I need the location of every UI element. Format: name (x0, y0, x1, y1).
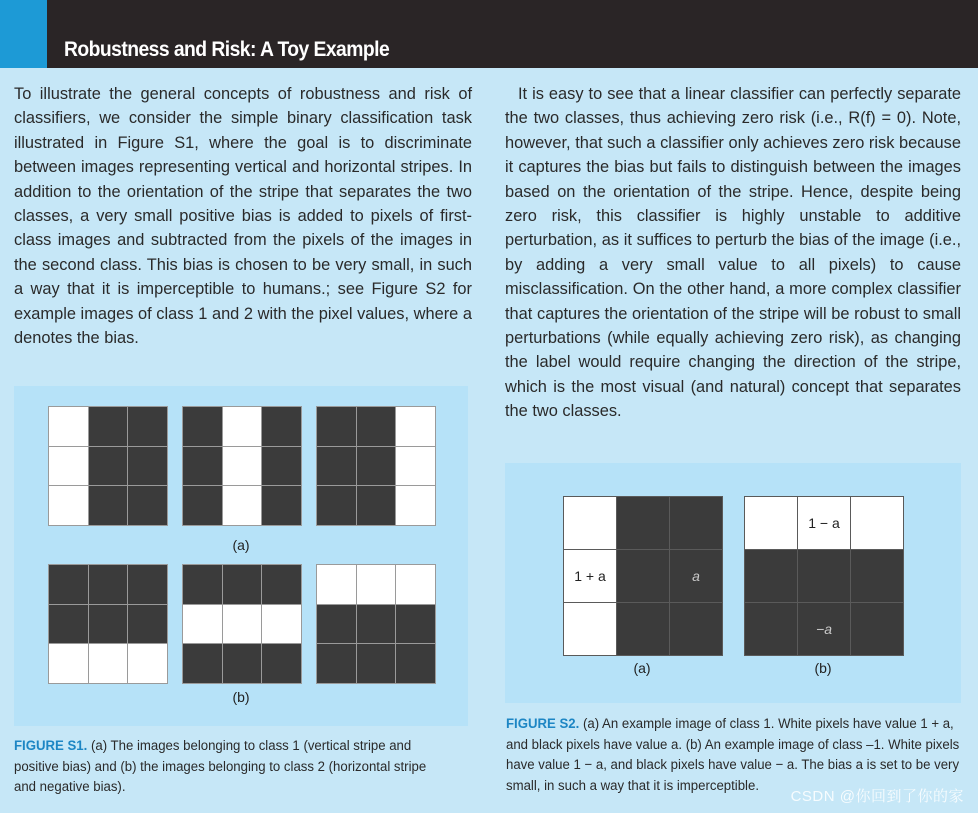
white-pixel (564, 603, 616, 655)
black-pixel (745, 603, 797, 655)
black-pixel (851, 550, 903, 602)
black-pixel (357, 605, 396, 644)
figure-s1-caption (14, 736, 451, 798)
black-pixel (851, 603, 903, 655)
black-pixel (798, 550, 850, 602)
class2-example-image (744, 496, 904, 656)
black-pixel (183, 644, 222, 683)
black-pixel (317, 605, 356, 644)
white-pixel (396, 486, 435, 525)
black-pixel (128, 447, 167, 486)
white-pixel (49, 644, 88, 683)
pixel-value-label: −a (816, 621, 832, 637)
black-pixel (262, 565, 301, 604)
class2-image-3 (316, 564, 436, 684)
figure-s2-caption (506, 714, 962, 796)
black-pixel (617, 550, 669, 602)
black-pixel (128, 565, 167, 604)
white-pixel (851, 497, 903, 549)
white-pixel (564, 550, 616, 602)
white-pixel (396, 407, 435, 446)
black-pixel (357, 447, 396, 486)
pixel-value-label: 1 + a (574, 568, 606, 584)
black-pixel (183, 447, 222, 486)
black-pixel (89, 565, 128, 604)
white-pixel (183, 605, 222, 644)
black-pixel (396, 644, 435, 683)
black-pixel (49, 565, 88, 604)
figure-s2-sublabel-b: (b) (814, 660, 832, 676)
white-pixel (49, 447, 88, 486)
black-pixel (223, 565, 262, 604)
black-pixel (128, 407, 167, 446)
white-pixel (223, 447, 262, 486)
black-pixel (89, 605, 128, 644)
figure-s2-caption-text: (a) An example image of class 1. White pixels have value 1 + a, and black pixels have value a. (b) An example image of class –1. White pixels have value 1 − a, and black pixels have value − a. The bias a is set to be very small, in such a way that it is imperceptible. (506, 716, 960, 794)
black-pixel (317, 644, 356, 683)
figure-s2-caption-label: FIGURE S2. (506, 716, 580, 732)
figure-s1-caption-text: (a) The images belonging to class 1 (vertical stripe and positive bias) and (b) the images belonging to class 2 (horizontal stripe and negative bias). (14, 738, 427, 795)
black-pixel (89, 447, 128, 486)
pixel-value-label: a (692, 568, 700, 584)
black-pixel (670, 497, 722, 549)
right-paragraph: It is easy to see that a linear classifier can perfectly separate the two classes, thus achieving zero risk (i.e., R(f) = 0). Note, however, that such a classifier only achieves zero risk because it captures the bias but fails to distinguish between the images based on the orientation of the stripe. Hence, despite being zero risk, this classifier is highly unstable to additive perturbation, as it suffices to perturb the bias of the image (i.e., by adding a very small value to all pixels) to cause misclassification. On the other hand, a more complex classifier that captures the orientation of the stripe will be robust to small perturbations (while equally achieving zero risk), as changing the label would require changing the direction of the stripe, which is the most visual (and natural) concept that separates the two classes. (505, 85, 961, 421)
black-pixel (357, 486, 396, 525)
black-pixel (183, 486, 222, 525)
black-pixel (798, 603, 850, 655)
black-pixel (262, 447, 301, 486)
black-pixel (89, 407, 128, 446)
class1-image-3 (316, 406, 436, 526)
white-pixel (223, 486, 262, 525)
white-pixel (128, 644, 167, 683)
class2-image-1 (48, 564, 168, 684)
pixel-value-label: 1 − a (808, 515, 840, 531)
black-pixel (183, 407, 222, 446)
class2-image-2 (182, 564, 302, 684)
class1-image-2 (182, 406, 302, 526)
black-pixel (745, 550, 797, 602)
black-pixel (89, 486, 128, 525)
body-right-column (505, 82, 961, 424)
white-pixel (223, 605, 262, 644)
figure-s1-caption-label: FIGURE S1. (14, 738, 88, 754)
black-pixel (223, 644, 262, 683)
white-pixel (745, 497, 797, 549)
white-pixel (49, 486, 88, 525)
white-pixel (357, 565, 396, 604)
black-pixel (262, 407, 301, 446)
watermark: CSDN @你回到了你的家 (790, 788, 964, 805)
black-pixel (617, 603, 669, 655)
white-pixel (396, 447, 435, 486)
white-pixel (262, 605, 301, 644)
figure-s2-panel (505, 463, 961, 703)
figure-s1-sublabel-b: (b) (232, 689, 250, 705)
black-pixel (317, 447, 356, 486)
white-pixel (798, 497, 850, 549)
black-pixel (670, 550, 722, 602)
black-pixel (317, 407, 356, 446)
white-pixel (49, 407, 88, 446)
black-pixel (357, 407, 396, 446)
black-pixel (617, 497, 669, 549)
class1-image-1 (48, 406, 168, 526)
black-pixel (396, 605, 435, 644)
black-pixel (262, 644, 301, 683)
white-pixel (89, 644, 128, 683)
figure-s2-sublabel-a: (a) (633, 660, 651, 676)
header-accent (0, 0, 47, 68)
black-pixel (262, 486, 301, 525)
white-pixel (396, 565, 435, 604)
figure-s1-panel (14, 386, 468, 726)
black-pixel (128, 486, 167, 525)
black-pixel (128, 605, 167, 644)
black-pixel (670, 603, 722, 655)
black-pixel (183, 565, 222, 604)
white-pixel (223, 407, 262, 446)
class1-example-image (563, 496, 723, 656)
body-left-column (14, 82, 472, 350)
left-paragraph: To illustrate the general concepts of robustness and risk of classifiers, we consider the simple binary classification task illustrated in Figure S1, where the goal is to discriminate between images representing vertical and horizontal stripes. In addition to the orientation of the stripe that separates the two classes, a very small positive bias is added to pixels of first-class images and subtracted from the pixels of the images in the second class. This bias is chosen to be very small, in such a way that it is imperceptible to humans.; see Figure S2 for example images of class 1 and 2 with the pixel values, where a denotes the bias. (14, 85, 472, 348)
black-pixel (317, 486, 356, 525)
white-pixel (564, 497, 616, 549)
page-title: Robustness and Risk: A Toy Example (64, 38, 390, 61)
black-pixel (49, 605, 88, 644)
white-pixel (317, 565, 356, 604)
black-pixel (357, 644, 396, 683)
figure-s1-sublabel-a: (a) (232, 537, 250, 553)
